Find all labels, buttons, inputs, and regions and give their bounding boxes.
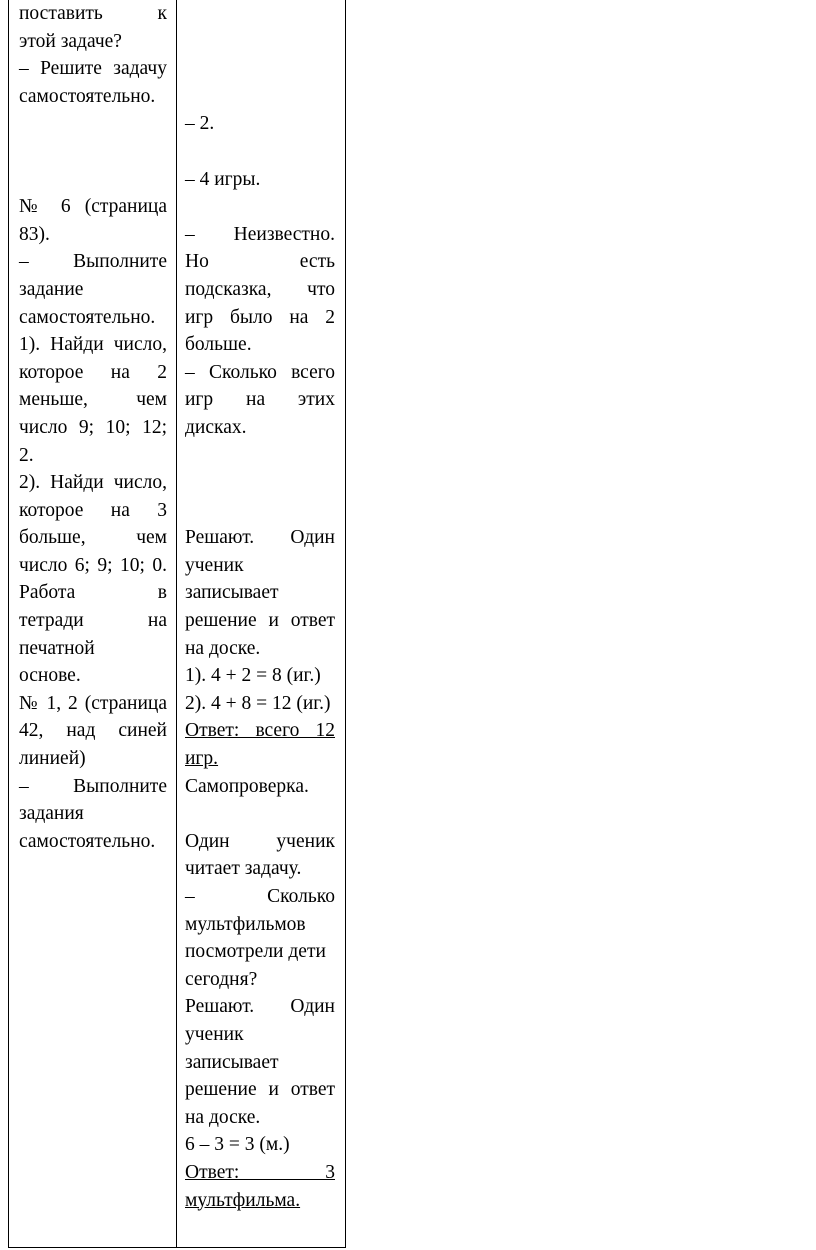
text-line: тетради на <box>19 610 167 632</box>
text-line: число 6; 9; 10; 0. <box>19 554 167 576</box>
text-line: 1). 4 + 2 = 8 (иг.) <box>185 665 321 687</box>
text-line: ученик <box>185 554 244 576</box>
text-line: задания <box>19 803 84 825</box>
text-line: Один ученик <box>185 830 335 852</box>
text-line: задание <box>19 278 84 300</box>
text-line: дисках. <box>185 416 247 438</box>
text-line: самостоятельно. <box>19 830 156 852</box>
text-line: число 9; 10; 12; <box>19 416 167 438</box>
text-line: 83). <box>19 223 50 245</box>
text-line: – 2. <box>185 113 215 135</box>
text-line: решение и ответ <box>185 610 335 632</box>
text-line: 42, над синей <box>19 720 167 742</box>
text-line: – Сколько <box>185 886 335 907</box>
text-line: – Неизвестно. <box>185 223 335 245</box>
text-line: печатной <box>19 637 95 659</box>
text-line: 1). Найди число, <box>19 334 167 356</box>
text-line: № 1, 2 (страница <box>19 692 167 714</box>
text-line: сегодня? <box>185 968 258 990</box>
text-line: поставить к <box>19 3 167 24</box>
answer-line: Ответ: 3 <box>185 1161 335 1183</box>
text-line: 2. <box>19 444 34 466</box>
text-line: – 4 игры. <box>185 168 261 190</box>
table-right-border <box>345 0 346 1248</box>
teacher-column <box>19 0 167 855</box>
table-column-divider <box>176 0 177 1248</box>
text-line: ученик <box>185 1023 244 1045</box>
text-line: решение и ответ <box>185 1079 335 1101</box>
answer-line: мультфильма. <box>185 1189 301 1211</box>
text-line: игр на этих <box>185 389 335 411</box>
text-line: – Сколько всего <box>185 361 335 383</box>
text-line: Решают. Один <box>185 527 335 549</box>
text-line: № 6 (страница <box>19 196 167 218</box>
table-left-border <box>8 0 9 1248</box>
text-line: самостоятельно. <box>19 85 156 107</box>
text-line: – Выполните <box>19 251 167 273</box>
text-line: Но есть <box>185 251 335 273</box>
students-column <box>185 0 335 1214</box>
text-line: 2). 4 + 8 = 12 (иг.) <box>185 692 331 714</box>
text-line: посмотрели дети <box>185 941 326 963</box>
text-line: записывает <box>185 582 279 604</box>
text-line: подсказка, что <box>185 278 335 300</box>
text-line: больше, чем <box>19 527 167 549</box>
text-line: которое на 3 <box>19 499 167 521</box>
text-line: читает задачу. <box>185 858 302 880</box>
text-line: – Решите задачу <box>19 58 167 80</box>
text-line: на доске. <box>185 637 261 659</box>
answer-line: Ответ: всего 12 <box>185 720 335 742</box>
text-line: 6 – 3 = 3 (м.) <box>185 1134 290 1156</box>
answer-line: игр. <box>185 748 219 770</box>
text-line: самостоятельно. <box>19 306 156 328</box>
text-line: которое на 2 <box>19 361 167 383</box>
text-line: больше. <box>185 334 252 356</box>
text-line: Самопроверка. <box>185 775 309 797</box>
text-line: на доске. <box>185 1106 261 1128</box>
text-line: записывает <box>185 1051 279 1073</box>
text-line: – Выполните <box>19 775 167 797</box>
text-line: Решают. Один <box>185 996 335 1018</box>
text-line: меньше, чем <box>19 389 167 411</box>
text-line: мультфильмов <box>185 913 306 935</box>
text-line: этой задаче? <box>19 30 122 52</box>
text-line: основе. <box>19 665 81 687</box>
table-bottom-border <box>8 1247 346 1248</box>
text-line: линией) <box>19 748 86 770</box>
text-line: игр было на 2 <box>185 306 335 328</box>
text-line: Работа в <box>19 582 167 604</box>
text-line: 2). Найди число, <box>19 472 167 494</box>
